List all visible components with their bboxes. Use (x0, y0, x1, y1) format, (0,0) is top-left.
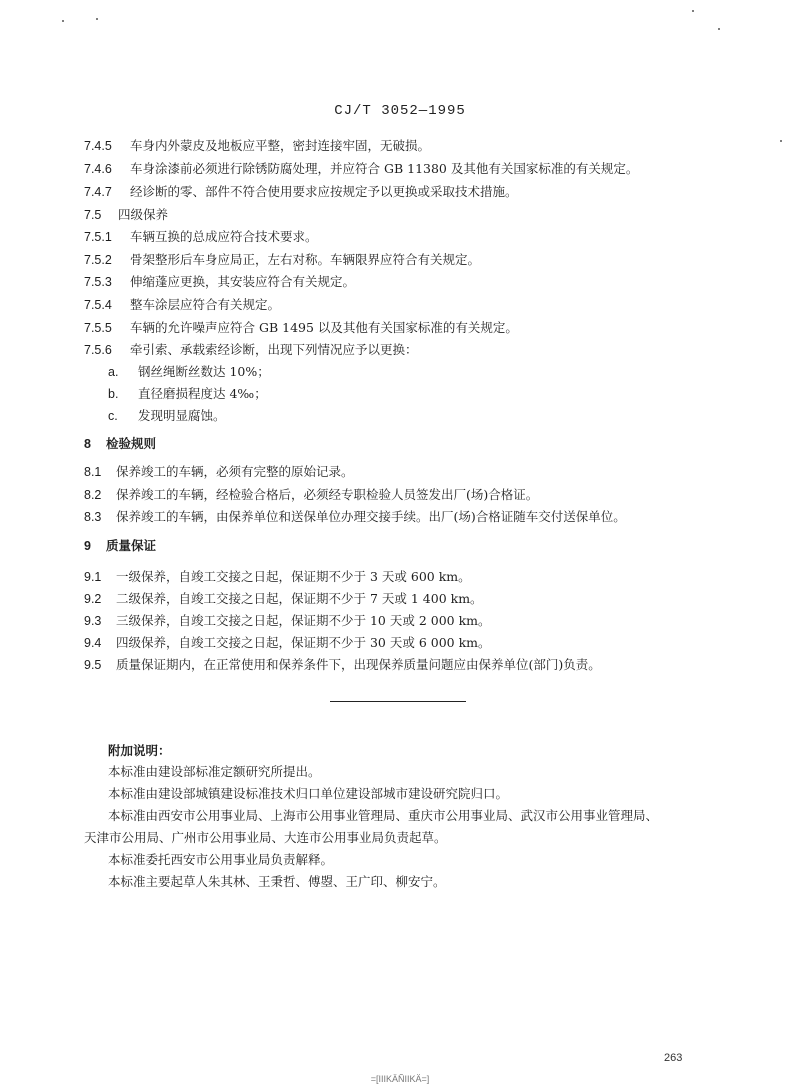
footer-watermark: =[IIIKÄÑIIKÄ=] (370, 1074, 430, 1084)
clause-number: 9.3 (84, 614, 102, 628)
clause-number: 7.5.6 (84, 343, 112, 357)
clause-text: 保养竣工的车辆，由保养单位和送保单位办理交接手续。出厂(场)合格证随车交付送保单位。 (116, 509, 626, 524)
clause-text: 保养竣工的车辆，经检验合格后，必须经专职检验人员签发出厂(场)合格证。 (116, 487, 539, 502)
clause-number: 7.4.6 (84, 162, 112, 176)
clause-9-3 (84, 613, 491, 629)
list-text: 直径磨损程度达 4‰； (138, 386, 267, 401)
end-rule (330, 701, 466, 702)
clause-8-2 (84, 487, 538, 503)
clause-9-2 (84, 591, 483, 607)
clause-7-5-2 (84, 252, 480, 268)
clause-number: 8.1 (84, 465, 102, 479)
scan-speck (62, 20, 64, 22)
clause-7-5-5 (84, 320, 518, 336)
clause-text: 车辆的允许噪声应符合 GB 1495 以及其他有关国家标准的有关规定。 (130, 320, 518, 335)
clause-number: 9.1 (84, 570, 102, 584)
clause-9-4 (84, 635, 491, 651)
clause-number: 7.4.7 (84, 185, 112, 199)
clause-number: 7.4.5 (84, 139, 112, 153)
standard-code-header: CJ/T 3052—1995 (334, 103, 466, 119)
clause-8-3 (84, 509, 626, 525)
clause-text: 车身涂漆前必须进行除锈防腐处理，并应符合 GB 11380 及其他有关国家标准的有关规定。 (130, 161, 639, 176)
clause-8-1 (84, 464, 354, 480)
appendix-line: 本标准由建设部城镇建设标准技术归口单位建设部城市建设研究院归口。 (108, 786, 509, 801)
section-title: 检验规则 (106, 436, 157, 451)
clause-text: 一级保养，自竣工交接之日起，保证期不少于 3 天或 600 km。 (116, 569, 471, 584)
clause-number: 9.5 (84, 658, 102, 672)
clause-text: 骨架整形后车身应局正，左右对称。车辆限界应符合有关规定。 (130, 252, 481, 267)
appendix-line: 本标准由建设部标准定额研究所提出。 (108, 764, 321, 779)
clause-7-5-6 (84, 342, 418, 358)
clause-7-4-5 (84, 138, 430, 154)
section-9-heading (84, 538, 156, 554)
clause-7-4-7 (84, 184, 518, 200)
clause-number: 8.2 (84, 488, 102, 502)
page-number: 263 (664, 1052, 683, 1064)
clause-number: 7.5.2 (84, 253, 112, 267)
clause-text: 经诊断的零、部件不符合使用要求应按规定予以更换或采取技术措施。 (130, 184, 518, 199)
section-number: 9 (84, 539, 91, 553)
clause-number: 9.2 (84, 592, 102, 606)
clause-text: 四级保养 (118, 207, 169, 222)
list-marker: c. (108, 409, 118, 423)
clause-7-5-1 (84, 229, 318, 245)
list-item-b (108, 386, 267, 402)
clause-number: 8.3 (84, 510, 102, 524)
clause-9-1 (84, 569, 471, 585)
clause-text: 整车涂层应符合有关规定。 (130, 297, 281, 312)
clause-text: 质量保证期内，在正常使用和保养条件下，出现保养质量问题应由保养单位(部门)负责。 (116, 657, 601, 672)
scan-speck (718, 28, 720, 30)
clause-text: 伸缩蓬应更换，其安装应符合有关规定。 (130, 274, 356, 289)
scan-speck (692, 10, 694, 12)
clause-text: 保养竣工的车辆，必须有完整的原始记录。 (116, 464, 354, 479)
list-marker: b. (108, 387, 119, 401)
clause-number: 9.4 (84, 636, 102, 650)
clause-text: 三级保养，自竣工交接之日起，保证期不少于 10 天或 2 000 km。 (116, 613, 491, 628)
clause-text: 车身内外蒙皮及地板应平整，密封连接牢固，无破损。 (130, 138, 431, 153)
section-title: 质量保证 (106, 538, 157, 553)
list-item-a (108, 364, 270, 380)
clause-number: 7.5.1 (84, 230, 112, 244)
list-item-c (108, 408, 226, 424)
appendix-line: 本标准委托西安市公用事业局负责解释。 (108, 852, 334, 867)
appendix-line: 天津市公用局、广州市公用事业局、大连市公用事业局负责起草。 (84, 830, 447, 845)
clause-7-4-6 (84, 161, 638, 177)
clause-7-5 (84, 207, 168, 223)
appendix-title: 附加说明： (108, 743, 171, 758)
clause-number: 7.5 (84, 208, 102, 222)
appendix-line: 本标准主要起草人朱其林、王秉哲、傅曌、王广印、柳安宁。 (108, 874, 446, 889)
scan-speck (780, 140, 782, 142)
clause-text: 牵引索、承载索经诊断，出现下列情况应予以更换： (130, 342, 418, 357)
clause-text: 四级保养，自竣工交接之日起，保证期不少于 30 天或 6 000 km。 (116, 635, 491, 650)
clause-9-5 (84, 657, 601, 673)
section-8-heading (84, 436, 156, 452)
clause-text: 车辆互换的总成应符合技术要求。 (130, 229, 318, 244)
clause-number: 7.5.3 (84, 275, 112, 289)
clause-7-5-3 (84, 274, 355, 290)
list-text: 钢丝绳断丝数达 10%； (138, 364, 270, 379)
clause-number: 7.5.5 (84, 321, 112, 335)
section-number: 8 (84, 437, 91, 451)
clause-7-5-4 (84, 297, 280, 313)
appendix-line: 本标准由西安市公用事业局、上海市公用事业管理局、重庆市公用事业局、武汉市公用事业管理局、 (108, 808, 659, 823)
list-marker: a. (108, 365, 119, 379)
scan-speck (96, 18, 98, 20)
clause-number: 7.5.4 (84, 298, 112, 312)
list-text: 发现明显腐蚀。 (138, 408, 226, 423)
clause-text: 二级保养，自竣工交接之日起，保证期不少于 7 天或 1 400 km。 (116, 591, 483, 606)
